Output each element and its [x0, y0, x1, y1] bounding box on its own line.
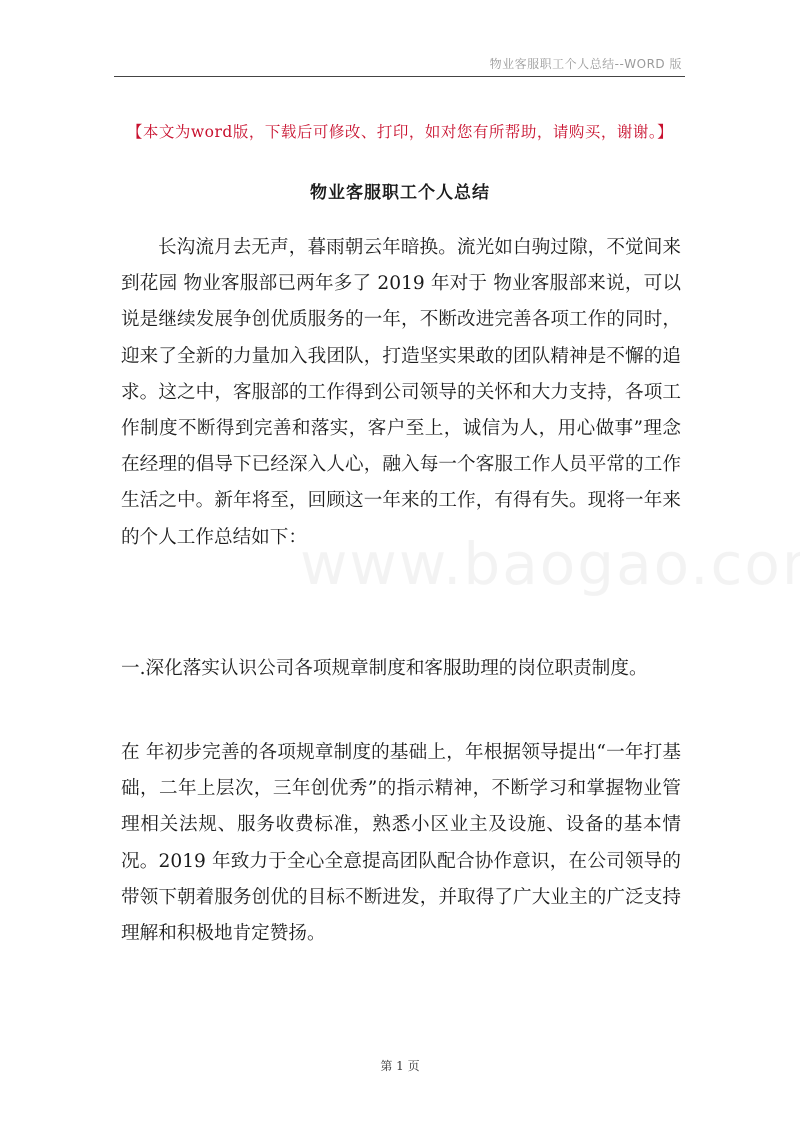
download-notice: 【本文为word版，下载后可修改、打印，如对您有所帮助，请购买，谢谢。】	[126, 123, 674, 141]
paragraph-section-1: 在 年初步完善的各项规章制度的基础上，年根据领导提出“一年打基础，二年上层次，三年创优秀”的指示精神，不断学习和掌握物业管理相关法规、服务收费标准，熟悉小区业主及设施、设备的基本情况。2019 年致力于全心全意提高团队配合协作意识，在公司领导的带领下朝着服务创优的目标不断进发，并取得了广大业主的广泛支持理解和积极地肯定赞扬。	[121, 742, 681, 945]
paragraph-intro: 长沟流月去无声，暮雨朝云年暗换。流光如白驹过隙，不觉间来到花园 物业客服部已两年多了 2019 年对于 物业客服部来说，可以说是继续发展争创优质服务的一年，不断改进完善各项工作的同时，迎来了全新的力量加入我团队，打造坚实果敢的团队精神是不懈的追求。这之中，客服部的工作得到公司领导的关怀和大力支持，各项工作制度不断得到完善和落实，客户至上，诚信为人，用心做事”理念在经理的倡导下已经深入人心，融入每一个客服工作人员平常的工作生活之中。新年将至，回顾这一年来的工作，有得有失。现将一年来的个人工作总结如下：	[121, 237, 681, 548]
document-title: 物业客服职工个人总结	[310, 183, 490, 203]
running-header: 物业客服职工个人总结--WORD 版	[489, 57, 682, 71]
section-heading-1: 一.深化落实认识公司各项规章制度和客服助理的岗位职责制度。	[121, 658, 648, 679]
page-number: 第 1 页	[380, 1059, 420, 1073]
header-divider	[114, 76, 685, 77]
